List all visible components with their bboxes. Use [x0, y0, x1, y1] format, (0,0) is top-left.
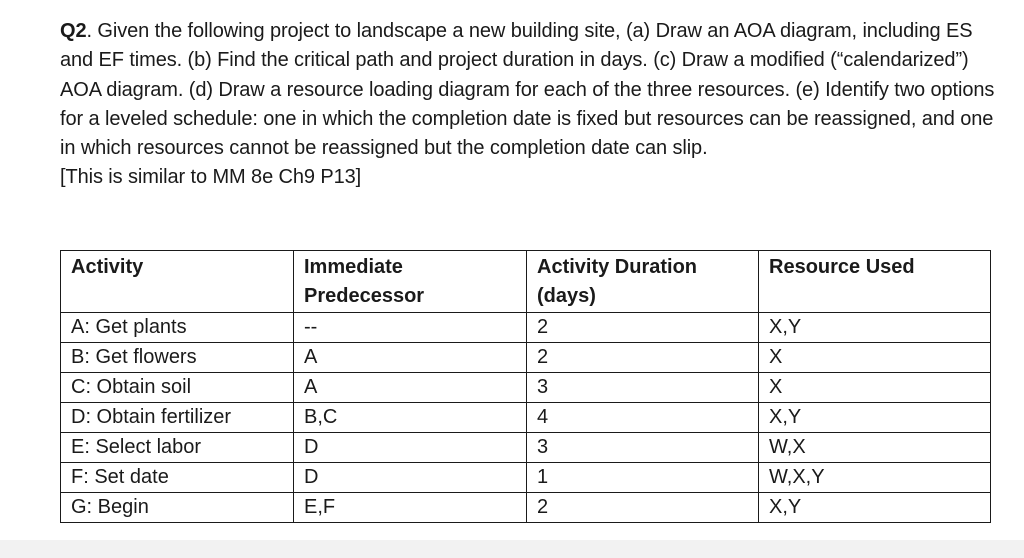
cell-duration: 2 — [527, 493, 759, 523]
cell-activity: F: Set date — [61, 463, 294, 493]
cell-resource: X,Y — [759, 313, 991, 343]
cell-predecessor: A — [294, 343, 527, 373]
cell-duration: 3 — [527, 373, 759, 403]
cell-resource: W,X,Y — [759, 463, 991, 493]
header-resource-used: Resource Used — [759, 251, 991, 313]
cell-predecessor: D — [294, 463, 527, 493]
cell-duration: 3 — [527, 433, 759, 463]
table-row — [61, 313, 991, 343]
cell-activity: B: Get flowers — [61, 343, 294, 373]
cell-resource: X,Y — [759, 403, 991, 433]
table-row — [61, 343, 991, 373]
cell-activity: G: Begin — [61, 493, 294, 523]
table-row — [61, 493, 991, 523]
question-number: Q2 — [60, 20, 87, 42]
cell-predecessor: A — [294, 373, 527, 403]
table-header-row — [61, 251, 991, 313]
cell-activity: C: Obtain soil — [61, 373, 294, 403]
header-activity: Activity — [61, 251, 294, 313]
cell-resource: X — [759, 373, 991, 403]
cell-duration: 4 — [527, 403, 759, 433]
question-body: . Given the following project to landscape a new building site, (a) Draw an AOA diagram, including ES and EF times. (b) Find the critical path and project duration in days. (c) Draw a modified (“calendarized”) AOA diagram. (d) Draw a resource loading diagram for each of the three resources. (e) Identify two options for a leveled schedule: one in which the completion date is fixed but resources can be reassigned, and one in which resources cannot be reassigned but the completion date can slip. — [60, 20, 995, 160]
cell-resource: X — [759, 343, 991, 373]
question-text — [60, 17, 1000, 193]
cell-duration: 1 — [527, 463, 759, 493]
cell-resource: W,X — [759, 433, 991, 463]
cell-duration: 2 — [527, 343, 759, 373]
cell-predecessor: D — [294, 433, 527, 463]
cell-resource: X,Y — [759, 493, 991, 523]
cell-duration: 2 — [527, 313, 759, 343]
cell-activity: E: Select labor — [61, 433, 294, 463]
header-activity-duration: Activity Duration (days) — [527, 251, 759, 313]
activity-table — [60, 250, 991, 523]
cell-predecessor: B,C — [294, 403, 527, 433]
bottom-edge-bar — [0, 540, 1024, 558]
cell-activity: D: Obtain fertilizer — [61, 403, 294, 433]
cell-predecessor: E,F — [294, 493, 527, 523]
cell-activity: A: Get plants — [61, 313, 294, 343]
table-row — [61, 373, 991, 403]
table-row — [61, 403, 991, 433]
table-row — [61, 433, 991, 463]
cell-predecessor: -- — [294, 313, 527, 343]
table-row — [61, 463, 991, 493]
header-immediate-predecessor: Immediate Predecessor — [294, 251, 527, 313]
question-reference: [This is similar to MM 8e Ch9 P13] — [60, 166, 362, 189]
activity-table-container — [60, 250, 990, 523]
